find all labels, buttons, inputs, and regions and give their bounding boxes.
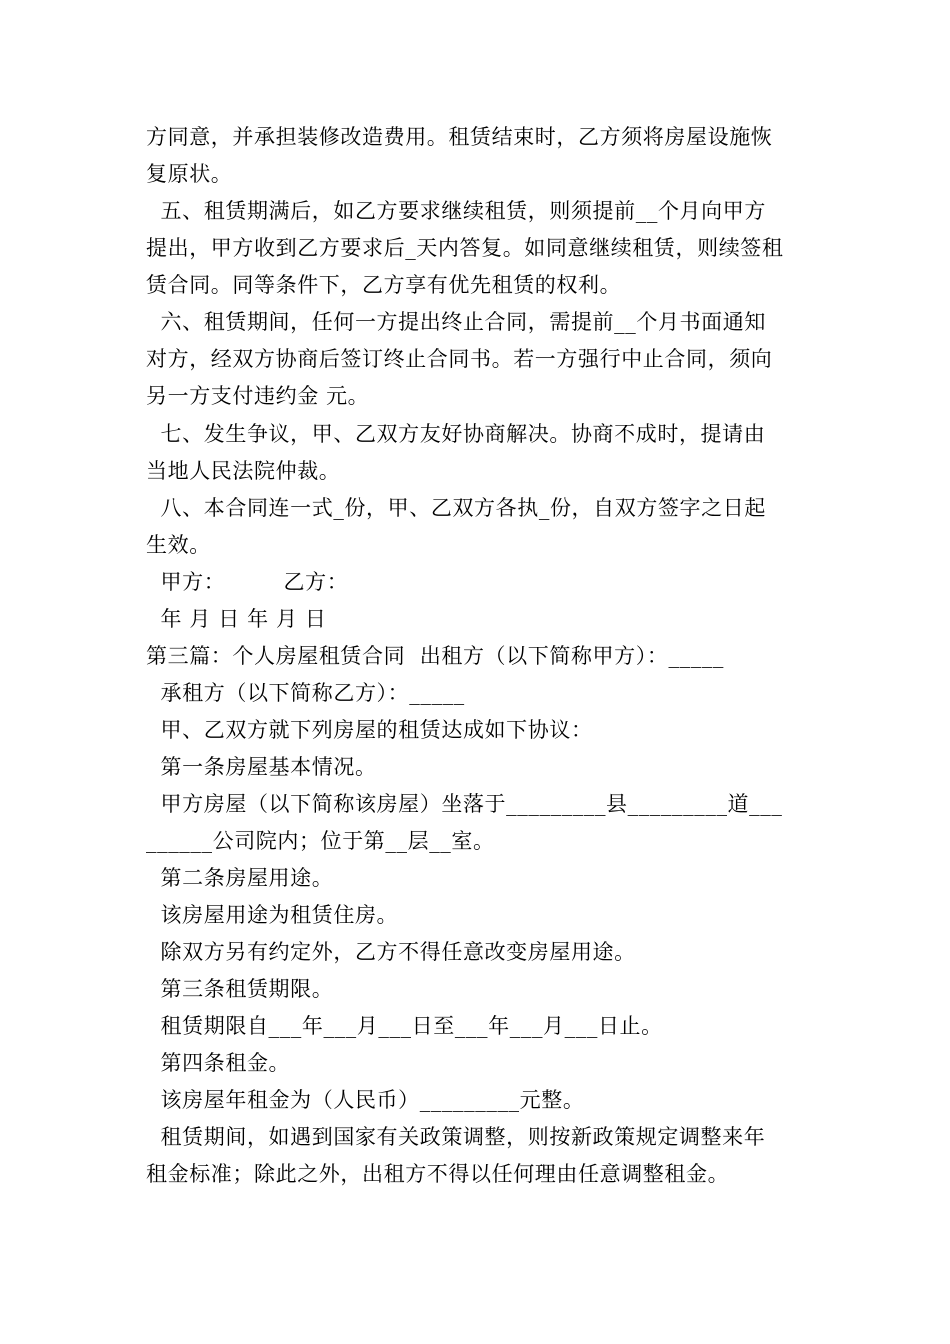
text-line: 租赁期限自___年___月___日至___年___月___日止。	[146, 1014, 663, 1038]
paragraph-use-restriction	[146, 934, 808, 971]
text-line: 方同意，并承担装修改造费用。租赁结束时，乙方须将房屋设施恢	[146, 125, 773, 149]
text-line: 六、租赁期间，任何一方提出终止合同，需提前__个月书面通知	[146, 310, 766, 334]
paragraph-clause-seven	[146, 416, 808, 490]
paragraph-clause-six	[146, 304, 808, 415]
article-two-heading	[146, 860, 808, 897]
paragraph-lessee	[146, 675, 808, 712]
paragraph-house-location	[146, 786, 808, 860]
paragraph-agreement-intro	[146, 712, 808, 749]
paragraph-house-use	[146, 897, 808, 934]
text-line: 租金标准；除此之外，出租方不得以任何理由任意调整租金。	[146, 1162, 730, 1186]
text-line: 另一方支付违约金 元。	[146, 384, 370, 408]
text-line: 甲方： 乙方：	[146, 570, 349, 594]
section-heading-third	[146, 638, 808, 675]
paragraph-annual-rent	[146, 1082, 808, 1119]
text-line: 租赁期间，如遇到国家有关政策调整，则按新政策规定调整来年	[146, 1125, 766, 1149]
text-line: 第三条租赁期限。	[146, 977, 334, 1001]
text-line: 甲、乙双方就下列房屋的租赁达成如下协议：	[146, 718, 593, 742]
text-line: 第三篇：个人房屋租赁合同 出租方（以下简称甲方）：_____	[146, 644, 724, 668]
text-line: 第四条租金。	[146, 1051, 291, 1075]
text-line: 第一条房屋基本情况。	[146, 755, 377, 779]
text-line: 赁合同。同等条件下，乙方享有优先租赁的权利。	[146, 273, 622, 297]
text-line: 对方，经双方协商后签订终止合同书。若一方强行中止合同，须向	[146, 347, 773, 371]
text-line: 复原状。	[146, 162, 233, 186]
article-four-heading	[146, 1045, 808, 1082]
text-line: 当地人民法院仲裁。	[146, 459, 341, 483]
text-line: 该房屋用途为租赁住房。	[146, 903, 399, 927]
text-line: 年 月 日 年 月 日	[146, 607, 327, 631]
article-three-heading	[146, 971, 808, 1008]
text-line: 提出，甲方收到乙方要求后_天内答复。如同意继续租赁，则续签租	[146, 236, 784, 260]
paragraph-clause-eight	[146, 490, 808, 564]
paragraph-rent-adjustment	[146, 1119, 808, 1193]
text-line: ______公司院内；位于第__层__室。	[146, 829, 495, 853]
signature-parties	[146, 564, 808, 601]
text-line: 承租方（以下简称乙方）：_____	[146, 681, 465, 705]
text-line: 七、发生争议，甲、乙双方友好协商解决。协商不成时，提请由	[146, 422, 766, 446]
text-line: 该房屋年租金为（人民币）_________元整。	[146, 1088, 585, 1112]
text-line: 第二条房屋用途。	[146, 866, 334, 890]
text-line: 八、本合同连一式_份，甲、乙双方各执_份，自双方签字之日起	[146, 496, 766, 520]
text-line: 五、租赁期满后，如乙方要求继续租赁，则须提前__个月向甲方	[146, 199, 766, 223]
article-one-heading	[146, 749, 808, 786]
text-line: 甲方房屋（以下简称该房屋）坐落于_________县_________道___	[146, 792, 783, 816]
signature-dates	[146, 601, 808, 638]
text-line: 除双方另有约定外，乙方不得任意改变房屋用途。	[146, 940, 636, 964]
paragraph-clause-five	[146, 193, 808, 304]
text-line: 生效。	[146, 533, 211, 557]
paragraph-lease-term	[146, 1008, 808, 1045]
paragraph-restore-clause	[146, 119, 808, 193]
